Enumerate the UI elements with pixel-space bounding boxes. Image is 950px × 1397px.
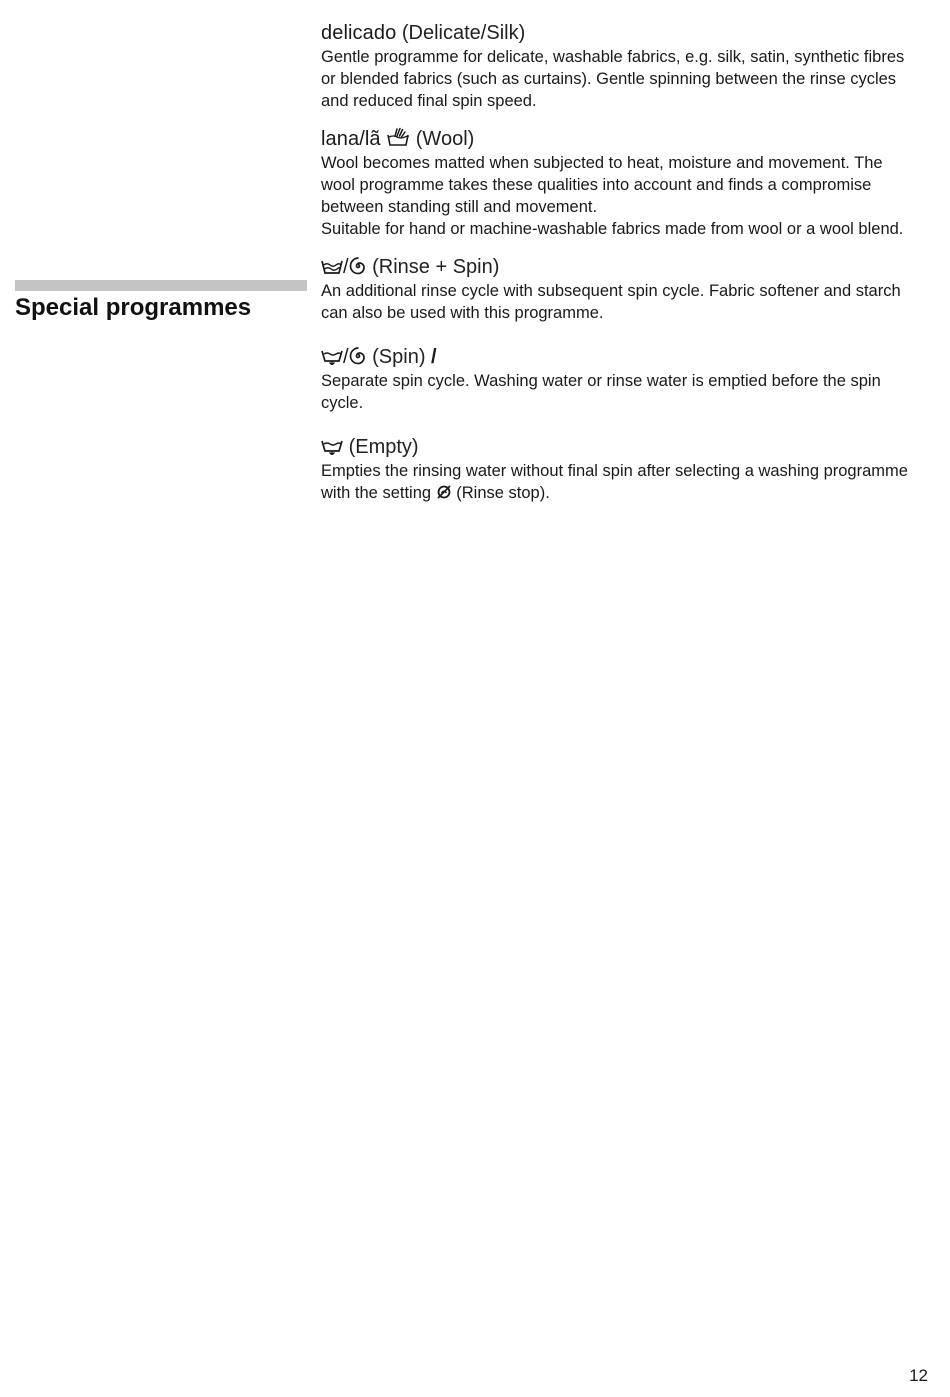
programme-description-text: Wool becomes matted when subjected to heat, moisture and movement. The wool programme takes these qualities into account and finds a compromise between standing still and movement. (321, 154, 883, 216)
programme-spin (321, 344, 921, 414)
programme-list (321, 20, 921, 504)
icon-separator: / (343, 256, 349, 278)
drain-basin-icon (321, 347, 343, 365)
page-number: 12 (909, 1366, 928, 1385)
programme-description-text (321, 460, 921, 504)
programme-empty (321, 434, 921, 504)
programme-description (321, 280, 921, 324)
programme-description-text: Separate spin cycle. Washing water or rinse water is emptied before the spin cycle. (321, 372, 881, 412)
programme-label: (Wool) (415, 128, 475, 150)
programme-delicate (321, 20, 921, 112)
rinse-stop-icon (436, 484, 452, 500)
programme-wool (321, 126, 921, 240)
programme-title (321, 254, 921, 280)
programme-label-suffix: / (431, 346, 437, 368)
programme-title (321, 344, 921, 370)
programme-name: delicado (321, 22, 397, 44)
programme-label: (Empty) (348, 436, 419, 458)
programme-label: (Rinse + Spin) (372, 256, 500, 278)
programme-description (321, 152, 921, 240)
spin-spiral-icon (349, 347, 367, 365)
programme-label: (Delicate/Silk) (401, 22, 526, 44)
programme-description (321, 370, 921, 414)
description-text-after: (Rinse stop). (456, 484, 550, 502)
section-title: Special programmes (15, 294, 252, 321)
hand-wash-icon (386, 127, 410, 147)
programme-description (321, 460, 921, 504)
programme-title (321, 126, 921, 152)
programme-title (321, 434, 921, 460)
programme-rinse-spin (321, 254, 921, 324)
programme-description-text: Gentle programme for delicate, washable fabrics, e.g. silk, satin, synthetic fibres or blended fabrics (such as curtains). Gentle spinning between the rinse cycles and reduced final spin speed. (321, 48, 905, 110)
programme-title (321, 20, 921, 46)
programme-label: (Spin) (372, 346, 426, 368)
description-text-before: Empties the rinsing water without final spin after selecting a washing programme with the setting (321, 462, 908, 502)
programme-description-text: Suitable for hand or machine-washable fabrics made from wool or a wool blend. (321, 220, 904, 238)
programme-description-text: An additional rinse cycle with subsequent spin cycle. Fabric softener and starch can also be used with this programme. (321, 282, 901, 322)
spin-spiral-icon (349, 257, 367, 275)
programme-name: lana/lã (321, 128, 381, 150)
programme-description (321, 46, 921, 112)
drain-basin-icon (321, 437, 343, 455)
rinse-basin-icon (321, 257, 343, 275)
icon-separator: / (343, 346, 349, 368)
section-divider-bar (15, 280, 307, 291)
